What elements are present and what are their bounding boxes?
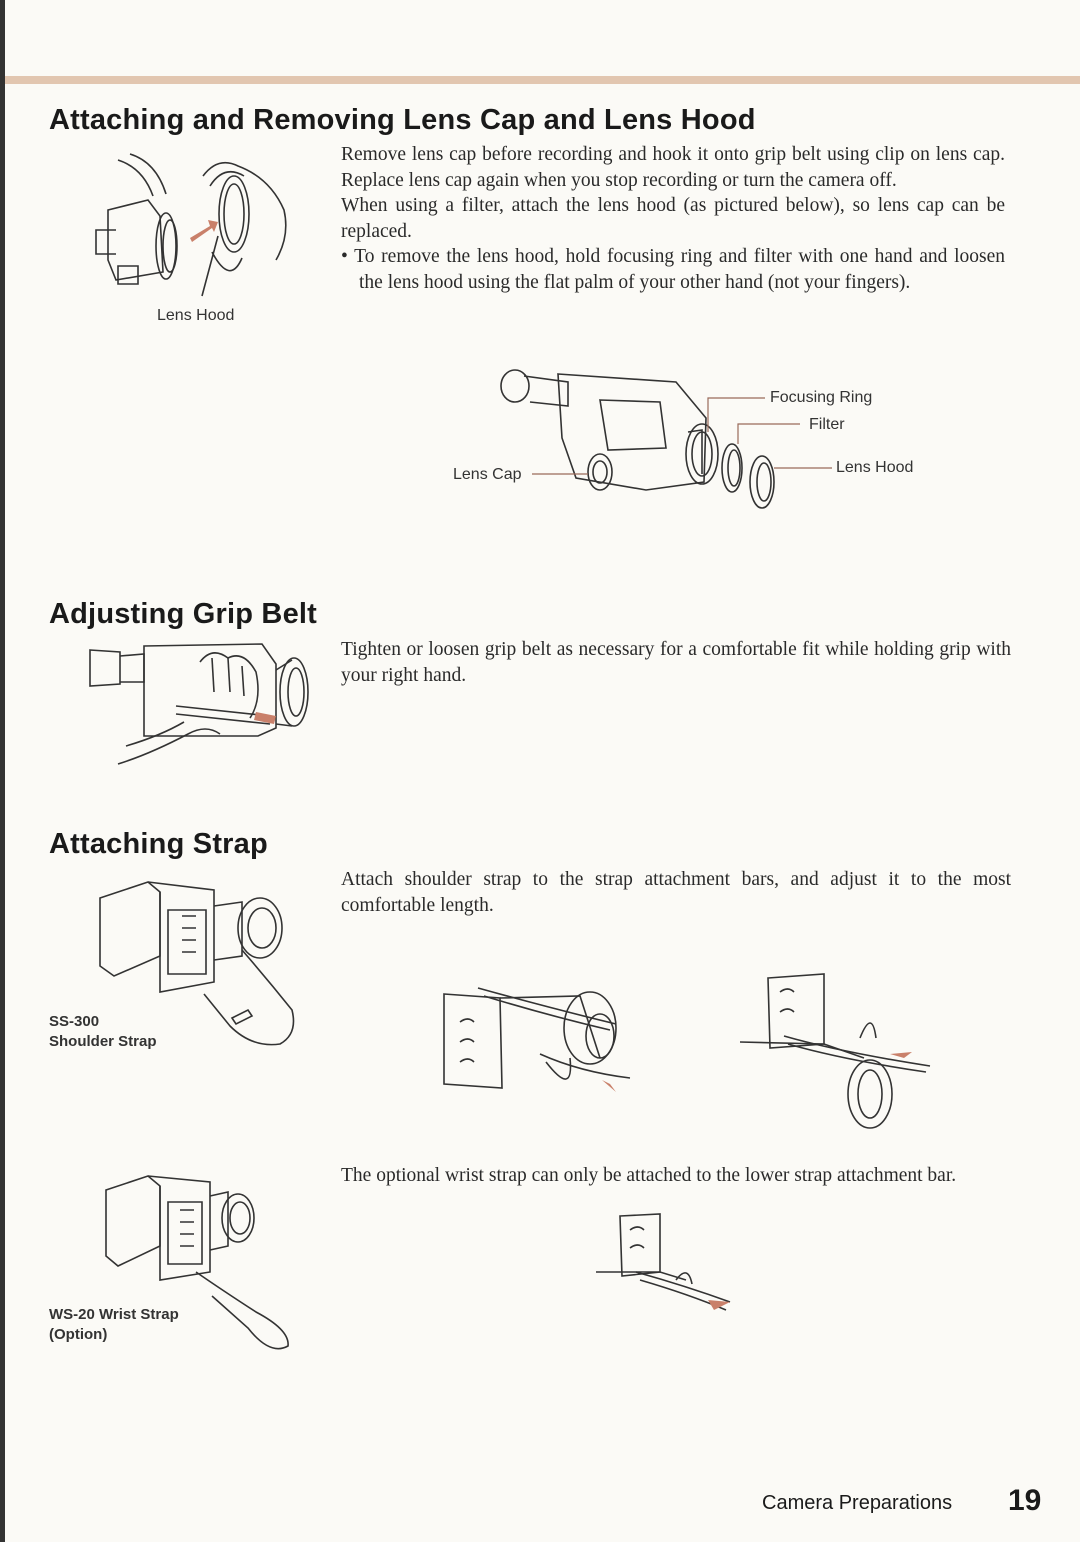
strap-paragraph-1: Attach shoulder strap to the strap attachment bars, and adjust it to the most comfortable length. <box>341 869 1011 916</box>
focusing-ring-label: Focusing Ring <box>770 389 873 406</box>
top-rule <box>5 76 1080 84</box>
heading-lens-cap-hood: Attaching and Removing Lens Cap and Lens Hood <box>49 104 756 136</box>
lens-hood-hands-illustration <box>88 150 308 310</box>
lens-hood-label-2: Lens Hood <box>836 459 914 476</box>
camera-lens-assembly-illustration <box>440 362 940 522</box>
strap-attachment-detail-1 <box>430 968 650 1100</box>
grip-paragraph-1: Tighten or loosen grip belt as necessary for a comfortable fit while holding grip with your right hand. <box>341 639 1011 686</box>
page-number: 19 <box>1008 1484 1042 1517</box>
option-label: (Option) <box>49 1326 108 1343</box>
wrist-strap-attachment-detail <box>596 1210 736 1320</box>
lens-paragraph-1: Remove lens cap before recording and hook it onto grip belt using clip on lens cap. Replace lens cap again when you stop recording or turn the camera off. <box>341 144 1005 191</box>
grip-belt-illustration <box>80 636 312 768</box>
ss-300-label: SS-300 <box>49 1013 100 1030</box>
strap-paragraph-2: The optional wrist strap can only be attached to the lower strap attachment bar. <box>341 1165 957 1186</box>
shoulder-strap-label: Shoulder Strap <box>49 1033 157 1050</box>
footer-section-title: Camera Preparations <box>762 1492 953 1514</box>
shoulder-strap-camera-illustration <box>92 870 302 1056</box>
heading-grip-belt: Adjusting Grip Belt <box>49 598 318 630</box>
grip-section-text <box>341 637 1011 688</box>
strap-attachment-detail-2 <box>740 968 940 1133</box>
wrist-strap-text <box>341 1163 1011 1189</box>
page-left-border <box>0 0 5 1542</box>
ws-20-label: WS-20 Wrist Strap <box>49 1306 179 1323</box>
lens-section-text <box>341 142 1005 295</box>
lens-hood-label: Lens Hood <box>157 307 235 324</box>
lens-cap-label: Lens Cap <box>453 466 522 483</box>
lens-bullet: • To remove the lens hood, hold focusing ring and filter with one hand and loosen the lens hood using the flat palm of your other hand (not your fingers). <box>341 246 1005 293</box>
strap-section-text <box>341 867 1011 918</box>
heading-attaching-strap: Attaching Strap <box>49 828 268 860</box>
lens-paragraph-2: When using a filter, attach the lens hood (as pictured below), so lens cap can be replaced. <box>341 195 1005 242</box>
filter-label: Filter <box>809 416 845 433</box>
